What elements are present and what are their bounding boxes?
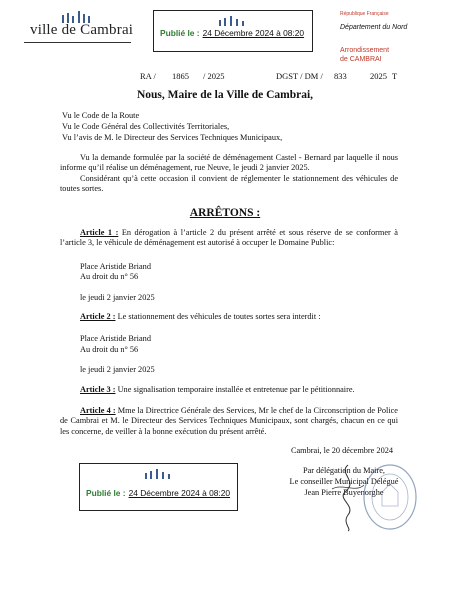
article-1-text: En dérogation à l’article 2 du présent arrêté et sous réserve de se conformer à l’article 3, le véhicule de déménagement est autorisé à occuper le Domaine Public:	[60, 228, 398, 248]
stamp-text	[86, 488, 230, 498]
consideration-1-text: Vu la demande formulée par la société de déménagement Castel - Bernard par laquelle il nous informe qu’il réalise un déménagement, rue Neuve, le jeudi 2 janvier 2025.	[60, 153, 398, 173]
city-logo-text: ville de Cambrai	[30, 22, 134, 38]
article-2-date: le jeudi 2 janvier 2025	[80, 365, 155, 374]
page-title: Nous, Maire de la Ville de Cambrai,	[136, 89, 314, 101]
published-label: Publié le :	[86, 488, 126, 498]
logo-underline	[24, 42, 131, 43]
arrondissement-name: de CAMBRAI	[340, 56, 382, 63]
published-date: 24 Décembre 2024 à 08:20	[202, 28, 305, 38]
article-3-label: Article 3 :	[80, 385, 116, 394]
article-1-number: Au droit du n° 56	[80, 272, 139, 281]
ref-service: DGST / DM /	[276, 71, 323, 81]
vu-line-3: Vu l’avis de M. le Directeur des Services Techniques Municipaux,	[62, 133, 283, 142]
article-2	[60, 312, 398, 322]
arretons-heading: ARRÊTONS :	[189, 207, 261, 219]
signature-name: Jean Pierre Buyenorghe	[304, 488, 384, 497]
published-label: Publié le :	[160, 28, 200, 38]
ref-number: 1865	[172, 71, 189, 81]
ref-number-2: 833	[334, 71, 347, 81]
arrondissement-label: Arrondissement	[340, 47, 390, 54]
ref-ra: RA /	[140, 71, 156, 81]
vu-line-2: Vu le Code Général des Collectivités Territoriales,	[62, 122, 230, 131]
stamp-logo-icon	[141, 466, 177, 484]
republic-label: République Française	[340, 11, 389, 17]
vu-line-1: Vu le Code de la Route	[62, 111, 140, 120]
ref-year: / 2025	[203, 71, 225, 81]
publication-stamp-top	[153, 10, 313, 52]
official-seal-icon	[362, 462, 418, 537]
article-2-label: Article 2 :	[80, 312, 116, 321]
article-2-place: Place Aristide Briand	[80, 334, 151, 343]
article-1-place: Place Aristide Briand	[80, 262, 151, 271]
article-1-date: le jeudi 2 janvier 2025	[80, 293, 155, 302]
article-4	[60, 406, 398, 437]
publication-stamp-bottom	[79, 463, 238, 511]
article-4-label: Article 4 :	[80, 406, 116, 415]
consideration-1	[60, 153, 398, 174]
article-2-number: Au droit du n° 56	[80, 345, 139, 354]
consideration-2-text: Considérant qu’à cette occasion il convient de réglementer le stationnement des véhicules de toutes sortes.	[60, 174, 398, 194]
signature-place-date: Cambrai, le 20 décembre 2024	[290, 446, 394, 455]
article-4-text: Mme la Directrice Générale des Services, Mr le chef de la Circonscription de Police de Cambrai et M. le Directeur des Services Techniques Municipaux, sont chargés, chacun en ce qui les concerne, de veiller à la bonne exécution du présent arrêté.	[60, 406, 398, 436]
ref-year-2: 2025	[370, 71, 387, 81]
article-3-text: Une signalisation temporaire installée et entretenue par le pétitionnaire.	[117, 385, 355, 394]
article-1	[60, 228, 398, 249]
ref-suffix: T	[392, 71, 398, 81]
article-3	[60, 385, 398, 395]
signature-role: Le conseiller Municipal Délégué	[289, 477, 399, 486]
consideration-2	[60, 174, 398, 195]
signature-delegation: Par délégation du Maire,	[302, 466, 386, 475]
stamp-text	[160, 28, 304, 38]
article-1-label: Article 1 :	[80, 228, 119, 237]
department-label: Département du Nord	[340, 24, 408, 31]
published-date: 24 Décembre 2024 à 08:20	[128, 488, 231, 498]
article-2-text: Le stationnement des véhicules de toutes sortes sera interdit :	[117, 312, 321, 321]
